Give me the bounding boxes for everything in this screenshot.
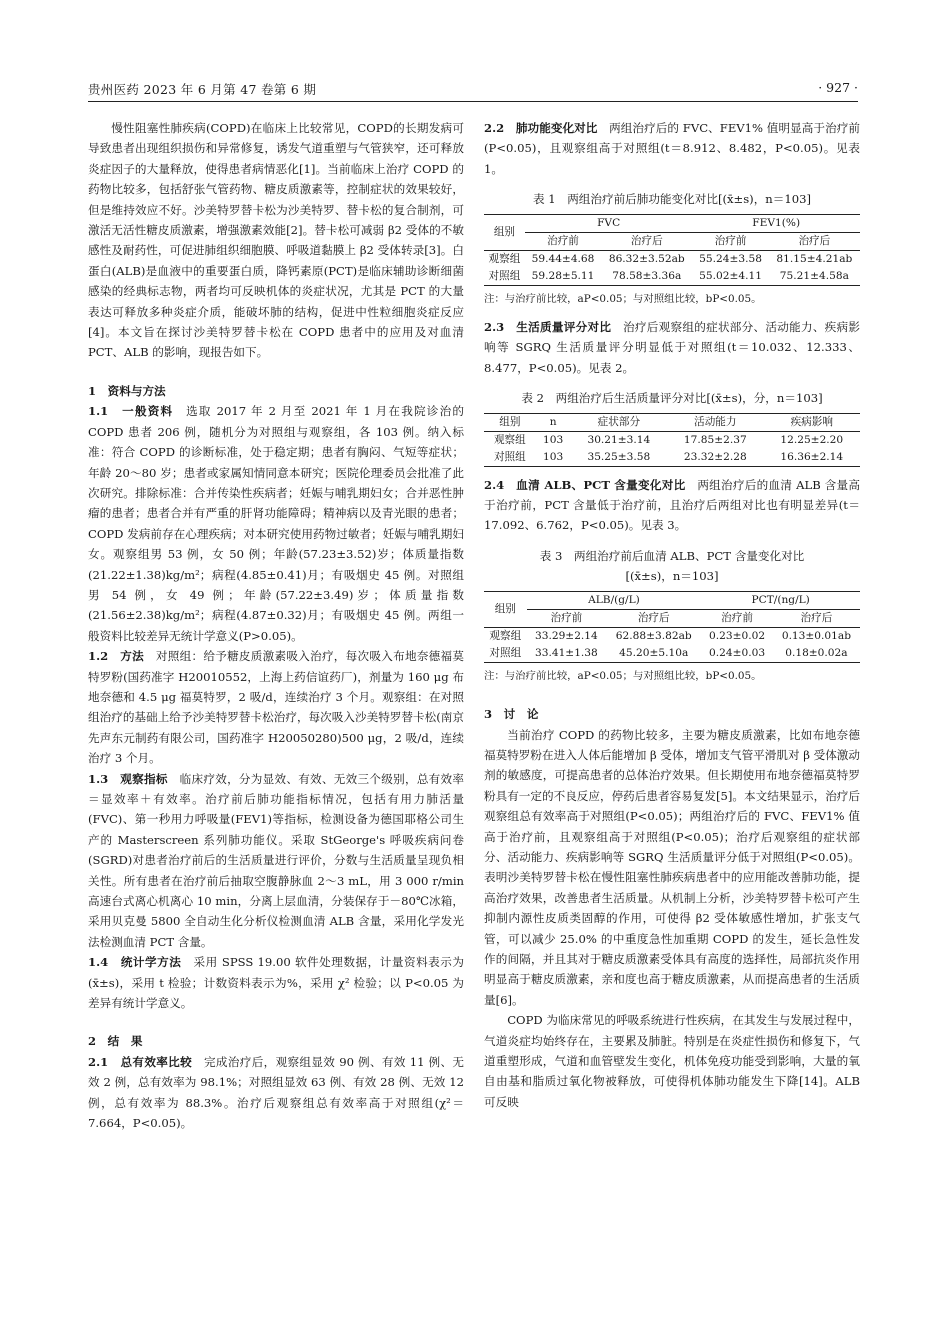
para-1-3 [88, 769, 464, 953]
sub-2-3-num: 2.3 [484, 320, 517, 335]
table-cell: 45.20±5.10a [619, 646, 689, 659]
sub-2-3-text: 治疗后观察组的症状部分、活动能力、疾病影响等 SGRQ 生活质量评分明显低于对照组(t＝10.032、12.333、8.477，P<0.05)。见表 2。 [484, 320, 860, 375]
sub-2-4-text: 两组治疗后的血清 ALB 含量高于治疗前，PCT 含量低于治疗前，且治疗后两组对比也有明显差异(t＝17.092、6.762，P<0.05)。见表 3。 [484, 477, 861, 533]
table-3-note: 注：与治疗前比较，aP<0.05；与对照组比较，bP<0.05。 [484, 669, 762, 682]
sub-2-4-title: 血清 ALB、PCT 含量变化对比 [516, 477, 686, 492]
sub-1-4-text: 采用 SPSS 19.00 软件处理数据，计量资料表示为(x̄±s)，采用 t 检验；计数资料表示为%，采用 χ² 检验；以 P<0.05 为差异有统计学意义。 [88, 955, 464, 1011]
sub-1-2-title: 方法 [120, 649, 145, 664]
table-3-caption: 表 3 两组治疗前后血清 ALB、PCT 含量变化对比 [539, 548, 805, 563]
discussion-para-1: 当前治疗 COPD 的药物比较多，主要为糖皮质激素，比如布地奈德福莫特罗粉在进入人体后能增加 β 受体，增加支气管平滑肌对 β 受体激动剂的敏感度，可提高患者的总体治疗效果。但长期使用布地奈德福莫特罗粉具有一定的不良反应，停药后患者容易复发[5]。本文结果显示，治疗后观察组总有效率高于对照组(P<0.05)；两组治疗后的 FVC、FEV1% 值高于治疗前，且观察组高于对照组(P<0.05)；治疗后观察组的症状部分、活动能力、疾病影响等 SGRQ 生活质量评分低于对照组(P<0.05)。表明沙美特罗替卡松在慢性阻塞性肺疾病患者中的应用能改善肺功能，提高治疗效果，改善患者生活质量。从机制上分析，沙美特罗替卡松可产生抑制内源性皮质类固醇的作用，可使得 β2 受体敏感性增加，扩张支气管，可以减少 25.0% 的中重度急性加重期 COPD 的发生，延长急性发作的间隔，并且其对于糖皮质激素受体具有高度的选择性，局部抗炎作用明显高于糖皮质激素，亲和度也高于糖皮质激素，从而提高患者的生活质量[6]。 [484, 727, 860, 1007]
table-cell: 0.23±0.02 [709, 629, 766, 642]
para-1-4 [88, 952, 464, 1013]
t3-head-pct: PCT/(ng/L) [701, 591, 860, 609]
sub-2-2-text: 两组治疗后的 FVC、FEV1% 值明显高于治疗前(P<0.05)，且观察组高于对照组(t＝8.912、8.482，P<0.05)。见表 1。 [484, 121, 860, 176]
page-number: · 927 · [818, 80, 858, 95]
table-row [484, 627, 860, 645]
table-cell: 55.02±4.11 [699, 269, 762, 282]
table-cell: 12.25±2.20 [780, 433, 844, 446]
sub-1-1-text: 选取 2017 年 2 月至 2021 年 1 月在我院诊治的 COPD 患者 206 例，随机分为对照组与观察组，各 103 例。纳入标准：符合 COPD 的诊断标准，处于稳定期；患者有胸闷、气短等症状；年龄 20～80 岁；患者或家属知情同意本研究；医院伦理委员会批准了此次研究。排除标准：合并传染性疾病者；妊娠与哺乳期妇女；合并恶性肿瘤的患者；患者合并有严重的肝肾功能障碍；精神病以及青光眼的患者；COPD 发病前存在心理疾病；对本研究使用药物过敏者；妊娠与哺乳期妇女。观察组男 53 例，女 50 例；年龄(57.23±3.52)岁；体质量指数(21.22±1.38)kg/m²；病程(4.85±0.41)月；有吸烟史 45 例。对照组男 54 例，女 49 例；年龄(57.22±3.49)岁；体质量指数(21.56±2.38)kg/m²；病程(4.87±0.32)月；有吸烟史 45 例。两组一般资料比较差异无统计学意义(P>0.05)。 [88, 404, 464, 643]
table-cell: 30.21±3.14 [587, 433, 651, 446]
para-2-1 [88, 1052, 464, 1134]
intro-paragraph: 慢性阻塞性肺疾病(COPD)在临床上比较常见，COPD的长期发病可导致患者出现组织损伤和异常修复，诱发气道重塑与气管狭窄，还可释放炎症因子的大量释放，使得患者病情恶化[1]。当前临床上治疗 COPD 的药物比较多，包括舒张气管药物、糖皮质激素等，控制症状的效果较好，但是维持效应不好。沙美特罗替卡松为沙美特罗、替卡松的复合制剂，可激活无活性糖皮质激素，增强激素效能[2]。替卡松可减弱 β2 受体的不敏感性及耐药性，可促进肺组织细胞膜、呼吸道黏膜上 β2 受体转录[3]。白蛋白(ALB)是血液中的重要蛋白质，降钙素原(PCT)是临床辅助诊断细菌感染的经典标志物，两者均可反映机体的炎症状况，尤其是 PCT 的大量表达可释放多种炎症介质，能破坏肺的结构，促进中性粒细胞炎症反应[4]。本文旨在探讨沙美特罗替卡松在 COPD 患者中的应用及对血清 PCT、ALB 的影响，现报告如下。 [88, 121, 464, 360]
table-cell: 103 [543, 450, 564, 463]
para-2-2 [484, 118, 860, 179]
table-cell: 33.29±2.14 [534, 629, 598, 642]
table-cell: 对照组 [493, 450, 526, 463]
table-cell: 0.18±0.02a [785, 646, 848, 659]
table-cell: 86.32±3.52ab [608, 252, 685, 265]
sub-2-2-title: 肺功能变化对比 [515, 121, 598, 135]
section-1-heading: 1 资料与方法 [88, 383, 166, 398]
table-cell: 观察组 [489, 629, 522, 642]
sub-1-4-title: 统计学方法 [120, 955, 182, 970]
sub-2-2-num: 2.2 [484, 121, 516, 135]
sub-1-4-num: 1.4 [88, 955, 121, 970]
table-cell: 81.15±4.21ab [776, 252, 853, 265]
t2-head: 组别 [484, 413, 536, 431]
t2-head: 活动能力 [667, 413, 763, 431]
section-2-heading: 2 结 果 [88, 1034, 143, 1049]
t1-head-fev: FEV1(%) [692, 214, 860, 232]
t1-sub: 治疗后 [601, 232, 692, 250]
table-row [484, 645, 860, 663]
sub-2-1-num: 2.1 [88, 1054, 121, 1069]
table-3 [484, 591, 860, 663]
journal-header: 贵州医药 2023 年 6 月第 47 卷第 6 期 [88, 82, 317, 97]
table-1 [484, 214, 860, 286]
table-1-caption: 表 1 两组治疗前后肺功能变化对比[(x̄±s)，n＝103] [532, 192, 812, 207]
table-row [484, 268, 860, 286]
table-cell: 对照组 [488, 269, 521, 282]
section-3-heading: 3 讨 论 [484, 707, 539, 722]
sub-1-1-num: 1.1 [88, 404, 123, 419]
table-cell: 16.36±2.14 [780, 450, 844, 463]
t3-sub: 治疗后 [773, 609, 860, 627]
t1-sub: 治疗后 [769, 232, 860, 250]
table-cell: 55.24±3.58 [699, 252, 762, 265]
t1-sub: 治疗前 [692, 232, 768, 250]
table-cell: 观察组 [493, 433, 526, 446]
t2-head: 疾病影响 [764, 413, 860, 431]
para-2-4 [484, 475, 860, 536]
table-2 [484, 413, 860, 467]
t1-sub: 治疗前 [525, 232, 601, 250]
t3-head-alb: ALB/(g/L) [527, 591, 702, 609]
left-column [88, 118, 464, 1134]
discussion-para-2: COPD 为临床常见的呼吸系统进行性疾病，在其发生与发展过程中，气道炎症均始终存在，主要累及肺脏。特别是在炎症性损伤和修复下，气道重塑形成，气道和血管壁发生变化，机体免疫功能受到影响，大量的氧自由基和脂质过氧化物被释放，可使得机体肺功能发生下降[14]。ALB 可反映 [484, 1013, 860, 1109]
table-cell: 75.21±4.58a [779, 269, 849, 282]
para-1-1 [88, 401, 464, 646]
sub-1-3-text: 临床疗效，分为显效、有效、无效三个级别，总有效率＝显效率＋有效率。治疗前后肺功能指标情况，包括有用力肺活量(FVC)、第一秒用力呼吸量(FEV1)等指标，检测设备为德国耶格公司生产的 Masterscreen 系列肺功能仪。采取 StGeorge's 呼吸疾病问卷(SGRD)对患者治疗前后的生活质量进行评价，分数与生活质量呈现负相关性。所有患者在治疗前后抽取空腹静脉血 2～3 mL，用 3 000 r/min 高速台式离心机离心 10 min，分离上层血清，分装保存于－80℃冰箱，采用贝克曼 5800 全自动生化分析仪检测血清 ALB 含量，采用化学发光法检测血清 PCT 含量。 [88, 771, 464, 949]
table-cell: 62.88±3.82ab [615, 629, 692, 642]
sub-2-3-title: 生活质量评分对比 [516, 320, 612, 335]
table-cell: 33.41±1.38 [534, 646, 598, 659]
table-cell: 59.28±5.11 [531, 269, 595, 282]
t2-head: 症状部分 [571, 413, 667, 431]
sub-1-1-title: 一般资料 [122, 404, 174, 419]
header-rule [88, 101, 858, 102]
right-column [484, 118, 860, 1112]
sub-1-2-num: 1.2 [88, 649, 121, 664]
t3-sub: 治疗后 [606, 609, 701, 627]
sub-2-1-title: 总有效率比较 [120, 1054, 193, 1069]
t1-head-fvc: FVC [525, 214, 693, 232]
sub-1-3-num: 1.3 [88, 771, 121, 786]
para-1-2 [88, 646, 464, 768]
table-cell: 78.58±3.36a [612, 269, 682, 282]
sub-1-3-title: 观察指标 [120, 771, 168, 786]
sub-2-4-num: 2.4 [484, 477, 517, 492]
table-cell: 59.44±4.68 [531, 252, 595, 265]
table-cell: 35.25±3.58 [587, 450, 651, 463]
table-row [484, 431, 860, 449]
table-1-note: 注：与治疗前比较，aP<0.05；与对照组比较，bP<0.05。 [484, 292, 762, 305]
table-cell: 23.32±2.28 [683, 450, 747, 463]
table-cell: 103 [543, 433, 564, 446]
table-cell: 17.85±2.37 [683, 433, 747, 446]
table-3-caption-sub: [(x̄±s)，n＝103] [625, 569, 719, 584]
table-cell: 对照组 [489, 646, 522, 659]
t3-sub: 治疗前 [701, 609, 773, 627]
table-cell: 观察组 [488, 252, 521, 265]
table-cell: 0.13±0.01ab [781, 629, 851, 642]
para-2-3 [484, 317, 860, 378]
table-row [484, 250, 860, 268]
table-cell: 0.24±0.03 [709, 646, 766, 659]
table-2-caption: 表 2 两组治疗后生活质量评分对比[(x̄±s)，分，n＝103] [521, 391, 823, 406]
table-row [484, 449, 860, 467]
sub-2-1-text: 完成治疗后，观察组显效 90 例、有效 11 例、无效 2 例，总有效率为 98.1%；对照组显效 63 例、有效 28 例、无效 12 例，总有效率为 88.3%。治疗后观察组总有效率高于对照组(χ²＝7.664，P<0.05)。 [88, 1054, 464, 1131]
t2-head: n [536, 413, 571, 431]
t1-head-group: 组别 [484, 214, 525, 250]
sub-1-2-text: 对照组：给予糖皮质激素吸入治疗，每次吸入布地奈德福莫特罗粉(国药准字 H20010552，上海上药信谊药厂)，剂量为 160 μg 布地奈德和 4.5 μg 福莫特罗，2 吸/d，连续治疗 3 个月。观察组：在对照组治疗的基础上给予沙美特罗替卡松治疗，每次吸入沙美特罗替卡松(南京先声东元制药有限公司，国药准字 H20050280)500 μg，2 吸/d，连续治疗 3 个月。 [88, 649, 464, 766]
t3-head-group: 组别 [484, 591, 527, 627]
t3-sub: 治疗前 [527, 609, 607, 627]
